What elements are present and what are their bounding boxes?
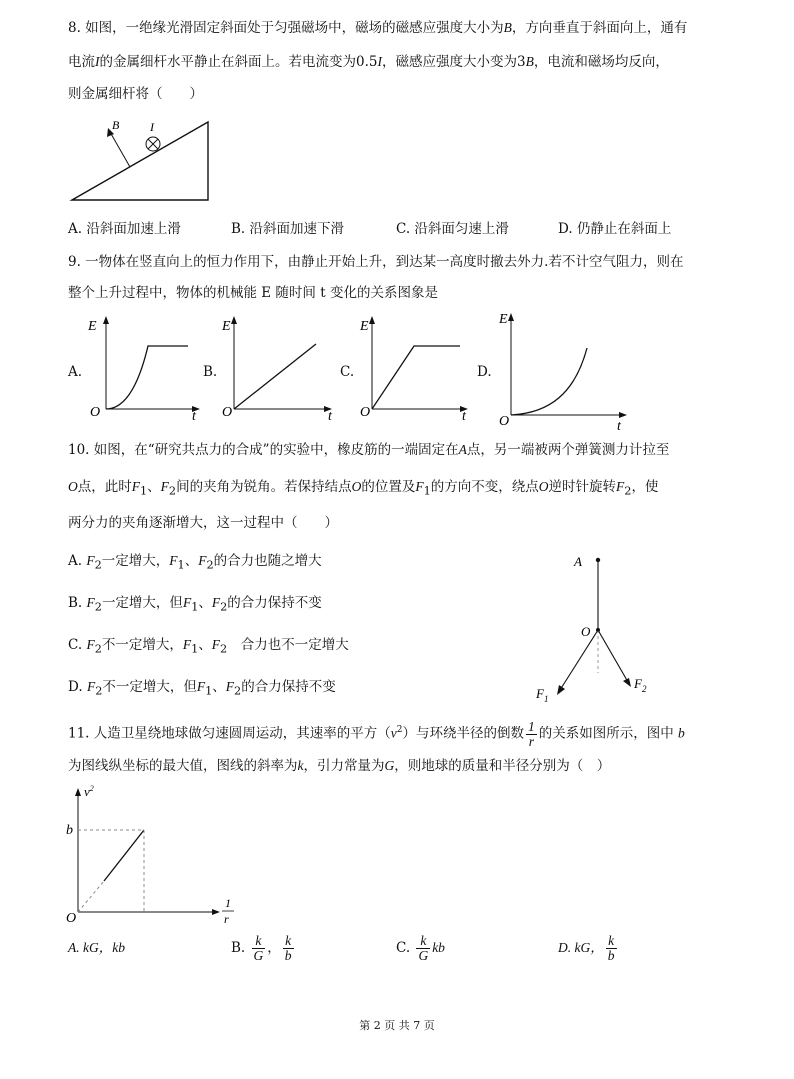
q9-option-b-label[interactable]: B.: [203, 364, 218, 380]
svg-text:E: E: [222, 319, 231, 334]
q8-option-a[interactable]: A. 沿斜面加速上滑: [68, 221, 181, 237]
page-footer: 第 2 页 共 7 页: [359, 1019, 435, 1032]
q9-option-c-label[interactable]: C.: [340, 364, 355, 380]
q10-force-diagram: [528, 548, 668, 708]
q9-option-a-label[interactable]: A.: [68, 364, 83, 380]
q10-stem-line2: O点，此时$F_1$、$F_2$间的夹角为锐角。若保持结点O的位置及$F_1$的方向不变，绕点O逆时针旋转$F_2$，使: [68, 479, 659, 498]
svg-text:E: E: [499, 312, 508, 327]
q10-option-c[interactable]: C. $F_2$不一定增大，$F_1$、$F_2$ 合力也不一定增大: [68, 637, 349, 656]
svg-text:O: O: [360, 405, 371, 420]
svg-text:O: O: [90, 405, 101, 420]
q10-stem-line3: 两分力的夹角逐渐增大，这一过程中（ ）: [68, 515, 338, 531]
q10-option-b[interactable]: B. $F_2$一定增大，但$F_1$、$F_2$的合力保持不变: [68, 595, 322, 614]
field-arrow-B: [110, 132, 130, 167]
q8-stem-line1: 8. 如图，一绝缘光滑固定斜面处于匀强磁场中，磁场的磁感应强度大小为B，方向垂直于斜面向上，通有: [68, 20, 688, 36]
q9-option-d-label[interactable]: D.: [477, 364, 492, 380]
q9-stem-line2: 整个上升过程中，物体的机械能 E 随时间 t 变化的关系图象是: [68, 285, 438, 301]
incline-triangle: [72, 122, 208, 200]
fig-label-F2: $F_2$: [634, 676, 647, 694]
energy-curve-d: [511, 348, 587, 415]
fig-label-I: I: [150, 120, 154, 134]
dashed-extension: [78, 881, 104, 912]
q10-stem-line1: 10. 如图，在“研究共点力的合成”的实验中，橡皮筋的一端固定在A点，另一端被两个弹簧测力计拉至: [68, 442, 670, 458]
force-vector-F1: [560, 630, 598, 690]
fig-label-O: O: [66, 911, 77, 926]
fig-label-B: B: [112, 118, 120, 132]
q8-incline-figure: [60, 112, 220, 204]
svg-text:t: t: [617, 419, 621, 434]
q11-stem-line2: 为图线纵坐标的最大值，图线的斜率为k，引力常量为G，则地球的质量和半径分别为（ ）: [68, 758, 611, 774]
q9-graph-c: [358, 314, 473, 424]
q9-stem-line1: 9. 一物体在竖直向上的恒力作用下，由静止开始上升，到达某一高度时撤去外力.若不计空气阻力，则在: [68, 254, 684, 270]
q8-stem-line3: 则金属细杆将（ ）: [68, 86, 203, 102]
q11-v2-vs-1r-graph: [62, 782, 242, 930]
fig-label-F1: $F_1$: [536, 686, 549, 704]
q8-stem-line2: 电流I的金属细杆水平静止在斜面上。若电流变为0.5I，磁感应强度大小变为3B，电流和磁场均反向，: [68, 54, 669, 70]
y-axis-label: $v^2$: [84, 784, 94, 799]
q10-option-a[interactable]: A. $F_2$一定增大，$F_1$、$F_2$的合力也随之增大: [68, 553, 322, 572]
energy-line-c: [372, 346, 460, 409]
q11-option-a[interactable]: A. kG，kb: [68, 940, 125, 955]
svg-text:t: t: [192, 409, 196, 424]
q8-option-d[interactable]: D. 仍静止在斜面上: [558, 221, 672, 237]
q11-stem-line1: 11. 人造卫星绕地球做匀速圆周运动，其速率的平方$(v^2)$与环绕半径的倒数 $\frac{1}{r}$ 的关系如图所示，图中 b: [68, 718, 685, 749]
q11-option-c[interactable]: C. $\frac{k}{G}$ kb: [396, 933, 445, 963]
q8-option-c[interactable]: C. 沿斜面匀速上滑: [396, 221, 509, 237]
q9-graph-d: [495, 308, 635, 433]
energy-curve-a: [106, 346, 188, 409]
x-axis-label-den: r: [224, 912, 229, 926]
svg-text:t: t: [462, 409, 466, 424]
q11-option-d[interactable]: D. kG， $\frac{k}{b}$: [558, 933, 615, 963]
svg-text:O: O: [499, 414, 510, 429]
fig-label-b: b: [66, 823, 73, 838]
q10-option-d[interactable]: D. $F_2$不一定增大，但$F_1$、$F_2$的合力保持不变: [68, 679, 336, 698]
fig-label-O: O: [581, 624, 591, 639]
q8-option-b[interactable]: B. 沿斜面加速下滑: [231, 221, 345, 237]
fraction-1-over-r: $\frac{1}{r}$: [528, 718, 535, 749]
energy-line-b: [234, 344, 316, 409]
q9-graph-b: [220, 314, 340, 424]
svg-text:E: E: [88, 319, 97, 334]
svg-text:E: E: [360, 319, 369, 334]
svg-text:O: O: [222, 405, 233, 420]
q9-graph-a: [88, 314, 203, 424]
x-axis-label-num: 1: [225, 896, 231, 910]
q11-option-b[interactable]: B. $\frac{k}{G}$ ， $\frac{k}{b}$: [231, 933, 292, 963]
fig-label-A: A: [574, 554, 582, 569]
svg-text:t: t: [328, 409, 332, 424]
solid-graph-line: [104, 830, 144, 881]
force-vector-F2: [598, 630, 628, 682]
